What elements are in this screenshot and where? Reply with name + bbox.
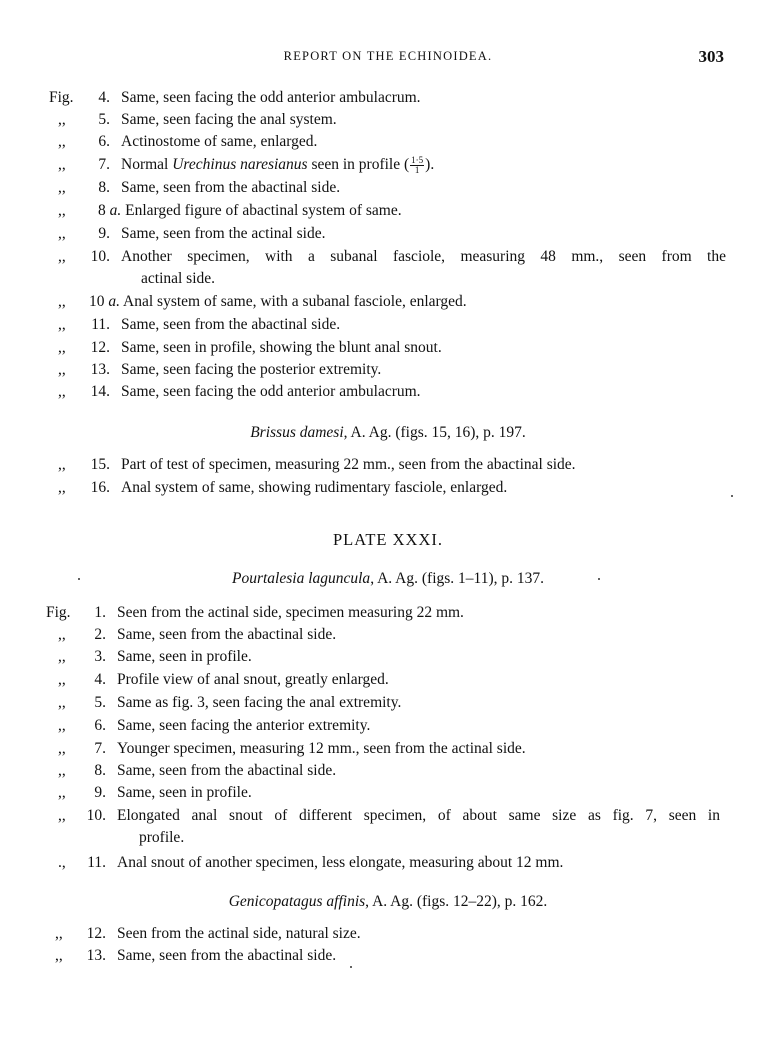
species-name: Brissus damesi xyxy=(250,424,344,441)
fig-caption: Anal system of same, showing rudimentary fasciole, enlarged. xyxy=(121,479,508,496)
species-name: Pourtalesia laguncula xyxy=(231,570,371,587)
fig-number: 11. xyxy=(91,316,110,333)
fig-caption: Same, seen in profile, showing the blunt anal snout. xyxy=(121,339,442,356)
ditto-mark: ,, xyxy=(58,248,66,265)
ditto-mark: ,, xyxy=(58,784,66,801)
fig-caption-cont: profile. xyxy=(139,829,185,846)
fig-caption: Same, seen facing the anal system. xyxy=(121,111,337,128)
ditto-mark: ,, xyxy=(58,762,66,779)
fig-number: 7. xyxy=(94,740,106,757)
fig-caption: Same, seen from the actinal side. xyxy=(121,225,326,242)
fig-caption: Same, seen from the abactinal side. xyxy=(117,947,337,964)
fig-number: 16. xyxy=(90,479,110,496)
ditto-mark: ,, xyxy=(58,179,66,196)
fig-number: 13. xyxy=(90,361,110,378)
fig-number: 4. xyxy=(94,671,106,688)
fig-caption: Same, seen in profile. xyxy=(117,648,252,665)
ditto-mark: ,, xyxy=(58,156,66,173)
fig-caption: Same as fig. 3, seen facing the anal extremity. xyxy=(117,694,402,711)
fig-caption: Same, seen facing the posterior extremity. xyxy=(121,361,382,378)
fig-suffix: a. xyxy=(108,293,120,310)
ditto-mark: ,, xyxy=(58,626,66,643)
fig-caption: Profile view of anal snout, greatly enlarged. xyxy=(117,671,389,688)
ditto-mark: ,, xyxy=(58,202,66,219)
fig-number: 13. xyxy=(86,947,106,964)
ditto-mark: ,, xyxy=(58,807,66,824)
fig-number: 9. xyxy=(94,784,106,801)
fig-caption: Same, seen facing the odd anterior ambulacrum. xyxy=(121,89,421,106)
ditto-mark: ,, xyxy=(58,694,66,711)
fig-caption: Younger specimen, measuring 12 mm., seen from the actinal side. xyxy=(117,740,526,757)
ditto-mark: ,, xyxy=(58,111,66,128)
fig-caption: Same, seen from the abactinal side. xyxy=(117,762,337,779)
fig-caption: Elongated anal snout of different specimen, of about same size as fig. 7, seen in xyxy=(117,807,720,824)
fig-number: 10. xyxy=(90,248,110,265)
fig-number: 2. xyxy=(94,626,106,643)
page-number: 303 xyxy=(698,47,724,66)
fig-number: 15. xyxy=(90,456,110,473)
fig-marker: Fig. xyxy=(49,89,74,106)
fig-caption: Same, seen in profile. xyxy=(117,784,252,801)
fig-caption: Same, seen from the abactinal side. xyxy=(121,179,341,196)
running-header: REPORT ON THE ECHINOIDEA. xyxy=(283,49,493,63)
ditto-mark: ,, xyxy=(58,456,66,473)
print-speck xyxy=(731,495,733,497)
fig-number: 10. xyxy=(86,807,106,824)
ditto-mark: ,, xyxy=(55,925,63,942)
ditto-mark: ,, xyxy=(58,316,66,333)
fig-caption: Enlarged figure of abactinal system of same. xyxy=(125,202,402,219)
plate-title: PLATE XXXI. xyxy=(333,530,443,549)
magnification-fraction: $\frac{1\cdot 5}{1}$ xyxy=(411,155,424,175)
fig-number: 6. xyxy=(98,133,110,150)
fig-number: 11. xyxy=(87,854,106,871)
species-name: Urechinus naresianus xyxy=(172,156,308,174)
ditto-mark: ,, xyxy=(58,740,66,757)
ditto-mark: ,, xyxy=(58,361,66,378)
ditto-mark: ,, xyxy=(58,225,66,242)
fig-number: 10 xyxy=(89,293,105,310)
fig-number: 1. xyxy=(94,604,106,621)
fig-number: 7. xyxy=(98,156,110,173)
ditto-mark: ,, xyxy=(58,383,66,400)
print-speck xyxy=(598,578,600,580)
species-heading: Genicopatagus affinis, A. Ag. (figs. 12–22), p. 162. xyxy=(228,893,548,910)
fig-caption: Same, seen facing the anterior extremity. xyxy=(117,717,371,734)
species-name: Genicopatagus affinis xyxy=(228,893,366,910)
ditto-mark: ,, xyxy=(58,133,66,150)
fig-number: 8 xyxy=(98,202,106,219)
fig-caption: Anal system of same, with a subanal fasciole, enlarged. xyxy=(123,293,467,310)
ditto-mark: ,, xyxy=(58,293,66,310)
print-speck xyxy=(350,966,352,968)
ditto-mark: ., xyxy=(58,854,66,871)
fig-suffix: a. xyxy=(109,202,122,219)
fig-caption: Seen from the actinal side, specimen measuring 22 mm. xyxy=(117,604,464,621)
fig-number: 9. xyxy=(98,225,110,242)
fig-marker: Fig. xyxy=(46,604,71,621)
fig-number: 5. xyxy=(94,694,106,711)
fig-caption: Normal Urechinus naresianus seen in profile ( $\frac{1\cdot 5}{1}$ ). xyxy=(121,155,435,175)
fig-number: 8. xyxy=(98,179,110,196)
ditto-mark: ,, xyxy=(55,947,63,964)
fig-number: 3. xyxy=(94,648,106,665)
ditto-mark: ,, xyxy=(58,339,66,356)
fig-caption: Same, seen facing the odd anterior ambulacrum. xyxy=(121,383,421,400)
ditto-mark: ,, xyxy=(58,671,66,688)
ditto-mark: ,, xyxy=(58,717,66,734)
fig-caption: Actinostome of same, enlarged. xyxy=(121,133,318,150)
fig-number: 6. xyxy=(94,717,106,734)
fig-caption: Seen from the actinal side, natural size. xyxy=(117,925,361,942)
fig-number: 8. xyxy=(94,762,106,779)
fig-number: 14. xyxy=(90,383,110,400)
ditto-mark: ,, xyxy=(58,479,66,496)
fig-caption: Same, seen from the abactinal side. xyxy=(117,626,337,643)
fig-caption-cont: actinal side. xyxy=(141,270,216,287)
fig-caption: Anal snout of another specimen, less elongate, measuring about 12 mm. xyxy=(117,854,564,871)
fig-number: 12. xyxy=(86,925,106,942)
species-heading: Brissus damesi, A. Ag. (figs. 15, 16), p. 197. xyxy=(250,424,526,441)
fig-number: 5. xyxy=(98,111,110,128)
fig-caption: Part of test of specimen, measuring 22 mm., seen from the abactinal side. xyxy=(121,456,576,473)
fig-number: 12. xyxy=(90,339,110,356)
fig-number: 4. xyxy=(98,89,110,106)
fig-caption: Another specimen, with a subanal fasciole, measuring 48 mm., seen from the xyxy=(121,248,726,265)
fig-caption: Same, seen from the abactinal side. xyxy=(121,316,341,333)
species-heading: Pourtalesia laguncula, A. Ag. (figs. 1–11), p. 137. xyxy=(231,570,544,587)
ditto-mark: ,, xyxy=(58,648,66,665)
